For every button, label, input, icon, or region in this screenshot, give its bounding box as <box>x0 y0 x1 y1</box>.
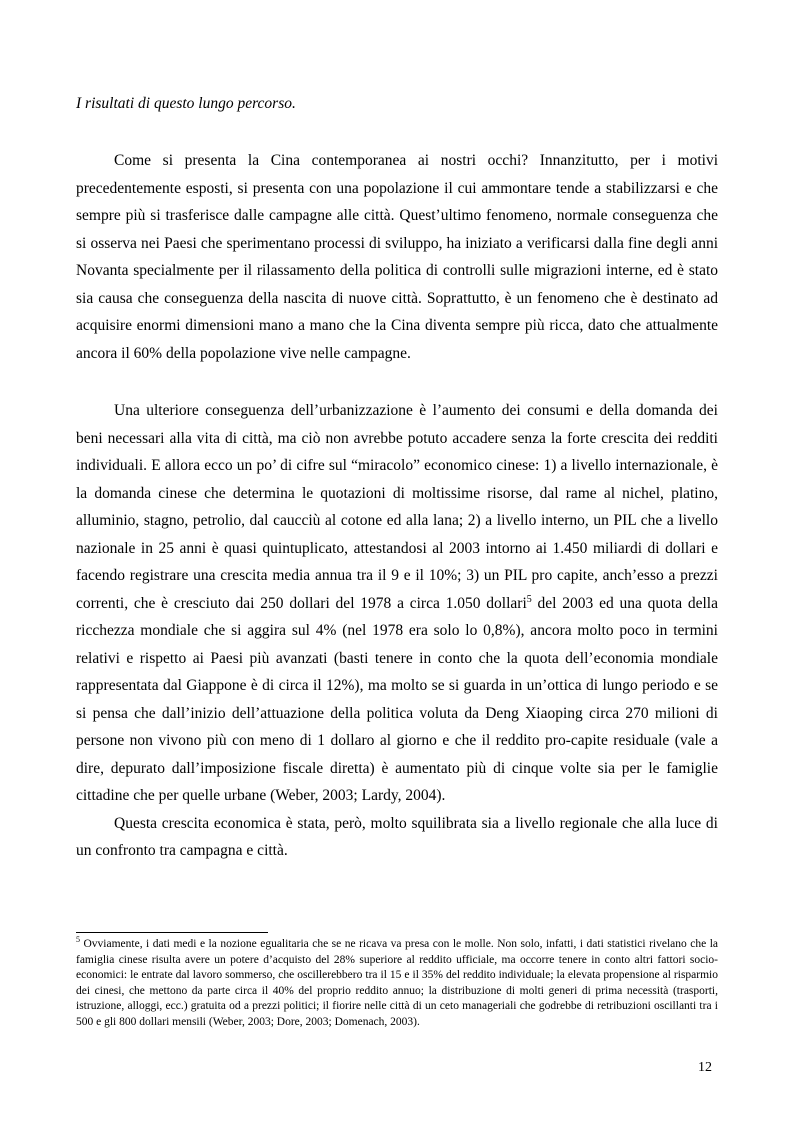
body-section-2 <box>76 397 718 865</box>
paragraph-2-part-b: del 2003 ed una quota della ricchezza mondiale che si aggira sul 4% (nel 1978 era solo lo 0,8%), ancora molto poco in termini relativi e rispetto ai Paesi più avanzati (basti tenere in conto che la quota dell’economia mondiale rappresentata dal Giappone è di circa il 12%), ma molto se si guarda in un’ottica di lungo periodo e se si pensa che dall’inizio dell’attuazione della politica voluta da Deng Xiaoping circa 270 milioni di persone non vivono più con meno di 1 dollaro al giorno e che il reddito pro-capite residuale (vale a dire, depurato dall’imposizione fiscale diretta) è aumentato più di cinque volte sia per le famiglie cittadine che per quelle urbane (Weber, 2003; Lardy, 2004). <box>76 594 718 804</box>
footnote-number: 5 <box>76 935 80 945</box>
body-section-1 <box>76 147 718 367</box>
paragraph-2 <box>76 397 718 810</box>
footnote-separator <box>76 932 268 933</box>
section-heading: I risultati di questo lungo percorso. <box>76 95 296 112</box>
footnote-text: Ovviamente, i dati medi e la nozione egualitaria che se ne ricava va presa con le molle. Non solo, infatti, i dati statistici rivelano che la famiglia cinese risulta avere un potere d’acquisto del 28% superiore al reddito ufficiale, ma occorre tenere in conto altri fattori socio-economici: le entrate dal lavoro sommerso, che oscillerebbero tra il 15 e il 35% del reddito individuale; la elevata propensione al risparmio dei cinesi, che mettono da parte circa il 40% del proprio reddito annuo; la distribuzione di molti generi di prima necessità (trasporti, istruzione, alloggi, ecc.) gratuita od a prezzi politici; il fiorire nelle città di un ceto manageriali che godrebbe di retribuzioni oscillanti tra i 500 e gli 800 dollari mensili (Weber, 2003; Dore, 2003; Domenach, 2003). <box>76 938 718 1028</box>
footnote <box>76 937 718 1031</box>
paragraph-3: Questa crescita economica è stata, però, molto squilibrata sia a livello regionale che alla luce di un confronto tra campagna e città. <box>76 814 718 859</box>
footnote-reference[interactable]: 5 <box>526 593 532 605</box>
paragraph-2-part-a: Una ulteriore conseguenza dell’urbanizzazione è l’aumento dei consumi e della domanda dei beni necessari alla vita di città, ma ciò non avrebbe potuto accadere senza la forte crescita dei redditi individuali. E allora ecco un po’ di cifre sul “miracolo” economico cinese: 1) a livello internazionale, è la domanda cinese che determina le quotazioni di moltissime risorse, dal rame al nichel, platino, alluminio, stagno, petrolio, dal caucciù al cotone ed alla lana; 2) a livello interno, un PIL che a livello nazionale in 25 anni è quasi quintuplicato, attestandosi al 2003 intorno ai 1.450 miliardi di dollari e facendo registrare una crescita media annua tra il 9 e il 10%; 3) un PIL pro capite, anch’esso a prezzi correnti, che è cresciuto dai 250 dollari del 1978 a circa 1.050 dollari <box>76 402 718 612</box>
page-number: 12 <box>698 1060 712 1075</box>
paragraph-1: Come si presenta la Cina contemporanea ai nostri occhi? Innanzitutto, per i motivi precedentemente esposti, si presenta con una popolazione il cui ammontare tende a stabilizzarsi e che sempre più si trasferisce dalle campagne alle città. Quest’ultimo fenomeno, normale conseguenza che si osserva nei Paesi che sperimentano processi di sviluppo, ha iniziato a verificarsi dalla fine degli anni Novanta specialmente per il rilassamento della politica di controlli sulle migrazioni interne, ed è stato sia causa che conseguenza della nascita di nuove città. Soprattutto, è un fenomeno che è destinato ad acquisire enormi dimensioni mano a mano che la Cina diventa sempre più ricca, dato che attualmente ancora il 60% della popolazione vive nelle campagne. <box>76 152 718 362</box>
